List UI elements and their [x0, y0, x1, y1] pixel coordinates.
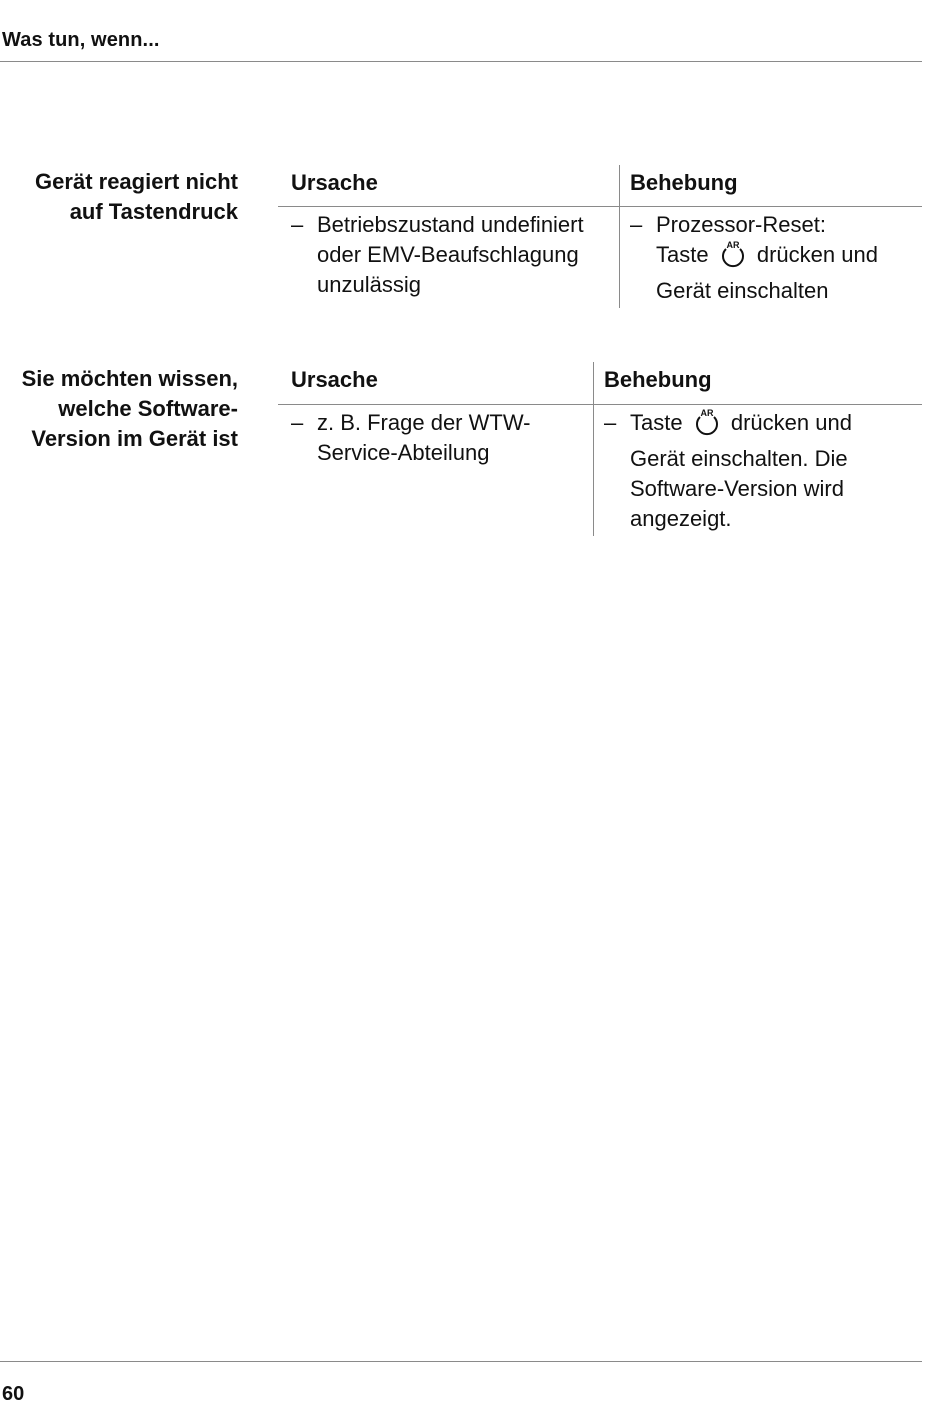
cause-text-line: Betriebszustand undefiniert — [317, 212, 584, 237]
section-title-line: Sie möchten wissen, — [21, 366, 238, 391]
ar-key-icon — [717, 240, 749, 276]
remedy-text-line: Prozessor-Reset: — [656, 212, 826, 237]
column-divider — [593, 362, 594, 536]
cause-text-line: Service-Abteilung — [317, 440, 490, 465]
section-title-line: Version im Gerät ist — [31, 426, 238, 451]
section-title-no-key-response — [35, 167, 238, 227]
list-item — [604, 408, 920, 534]
remedy-text-line: Software-Version wird — [630, 476, 844, 501]
remedy-cell — [604, 408, 920, 534]
column-header-cause: Ursache — [291, 367, 378, 392]
column-header-remedy: Behebung — [630, 170, 738, 195]
remedy-text-line: angezeigt. — [630, 506, 732, 531]
list-item — [291, 210, 611, 300]
ar-key-label: AR — [700, 408, 714, 418]
remedy-text-line: Gerät einschalten. Die — [630, 446, 848, 471]
remedy-text-line: Gerät einschalten — [656, 278, 829, 303]
ar-key-label: AR — [726, 240, 740, 250]
dash-bullet: – — [291, 410, 304, 435]
section-title-line: Gerät reagiert nicht — [35, 169, 238, 194]
list-item — [630, 210, 920, 306]
section-title-line: welche Software- — [58, 396, 238, 421]
section-title-line: auf Tastendruck — [69, 199, 238, 224]
dash-bullet: – — [630, 212, 643, 237]
page-number: 60 — [2, 1383, 25, 1405]
page-header-title: Was tun, wenn... — [2, 29, 160, 51]
troubleshooting-table-2 — [278, 362, 922, 536]
remedy-after-key: drücken und — [756, 242, 878, 267]
remedy-text-line — [656, 240, 920, 276]
header-rule — [0, 61, 922, 62]
section-title-software-version — [22, 364, 238, 454]
column-header-cause: Ursache — [291, 170, 378, 195]
remedy-text-line — [630, 408, 920, 444]
remedy-taste-word: Taste — [630, 410, 683, 435]
table-header-rule — [278, 404, 922, 405]
remedy-taste-word: Taste — [656, 242, 709, 267]
ar-key-icon — [691, 408, 723, 444]
cause-text-line: z. B. Frage der WTW- — [317, 410, 531, 435]
cause-text-line: oder EMV-Beaufschlagung — [317, 242, 579, 267]
remedy-cell — [630, 210, 920, 306]
column-divider — [619, 165, 620, 308]
cause-cell — [291, 408, 586, 468]
remedy-after-key: drücken und — [730, 410, 852, 435]
dash-bullet: – — [604, 410, 617, 435]
column-header-remedy: Behebung — [604, 367, 712, 392]
cause-text-line: unzulässig — [317, 272, 421, 297]
table-header-rule — [278, 206, 922, 207]
footer-rule — [0, 1361, 922, 1362]
cause-cell — [291, 210, 611, 300]
list-item — [291, 408, 586, 468]
dash-bullet: – — [291, 212, 304, 237]
troubleshooting-table-1 — [278, 165, 922, 308]
